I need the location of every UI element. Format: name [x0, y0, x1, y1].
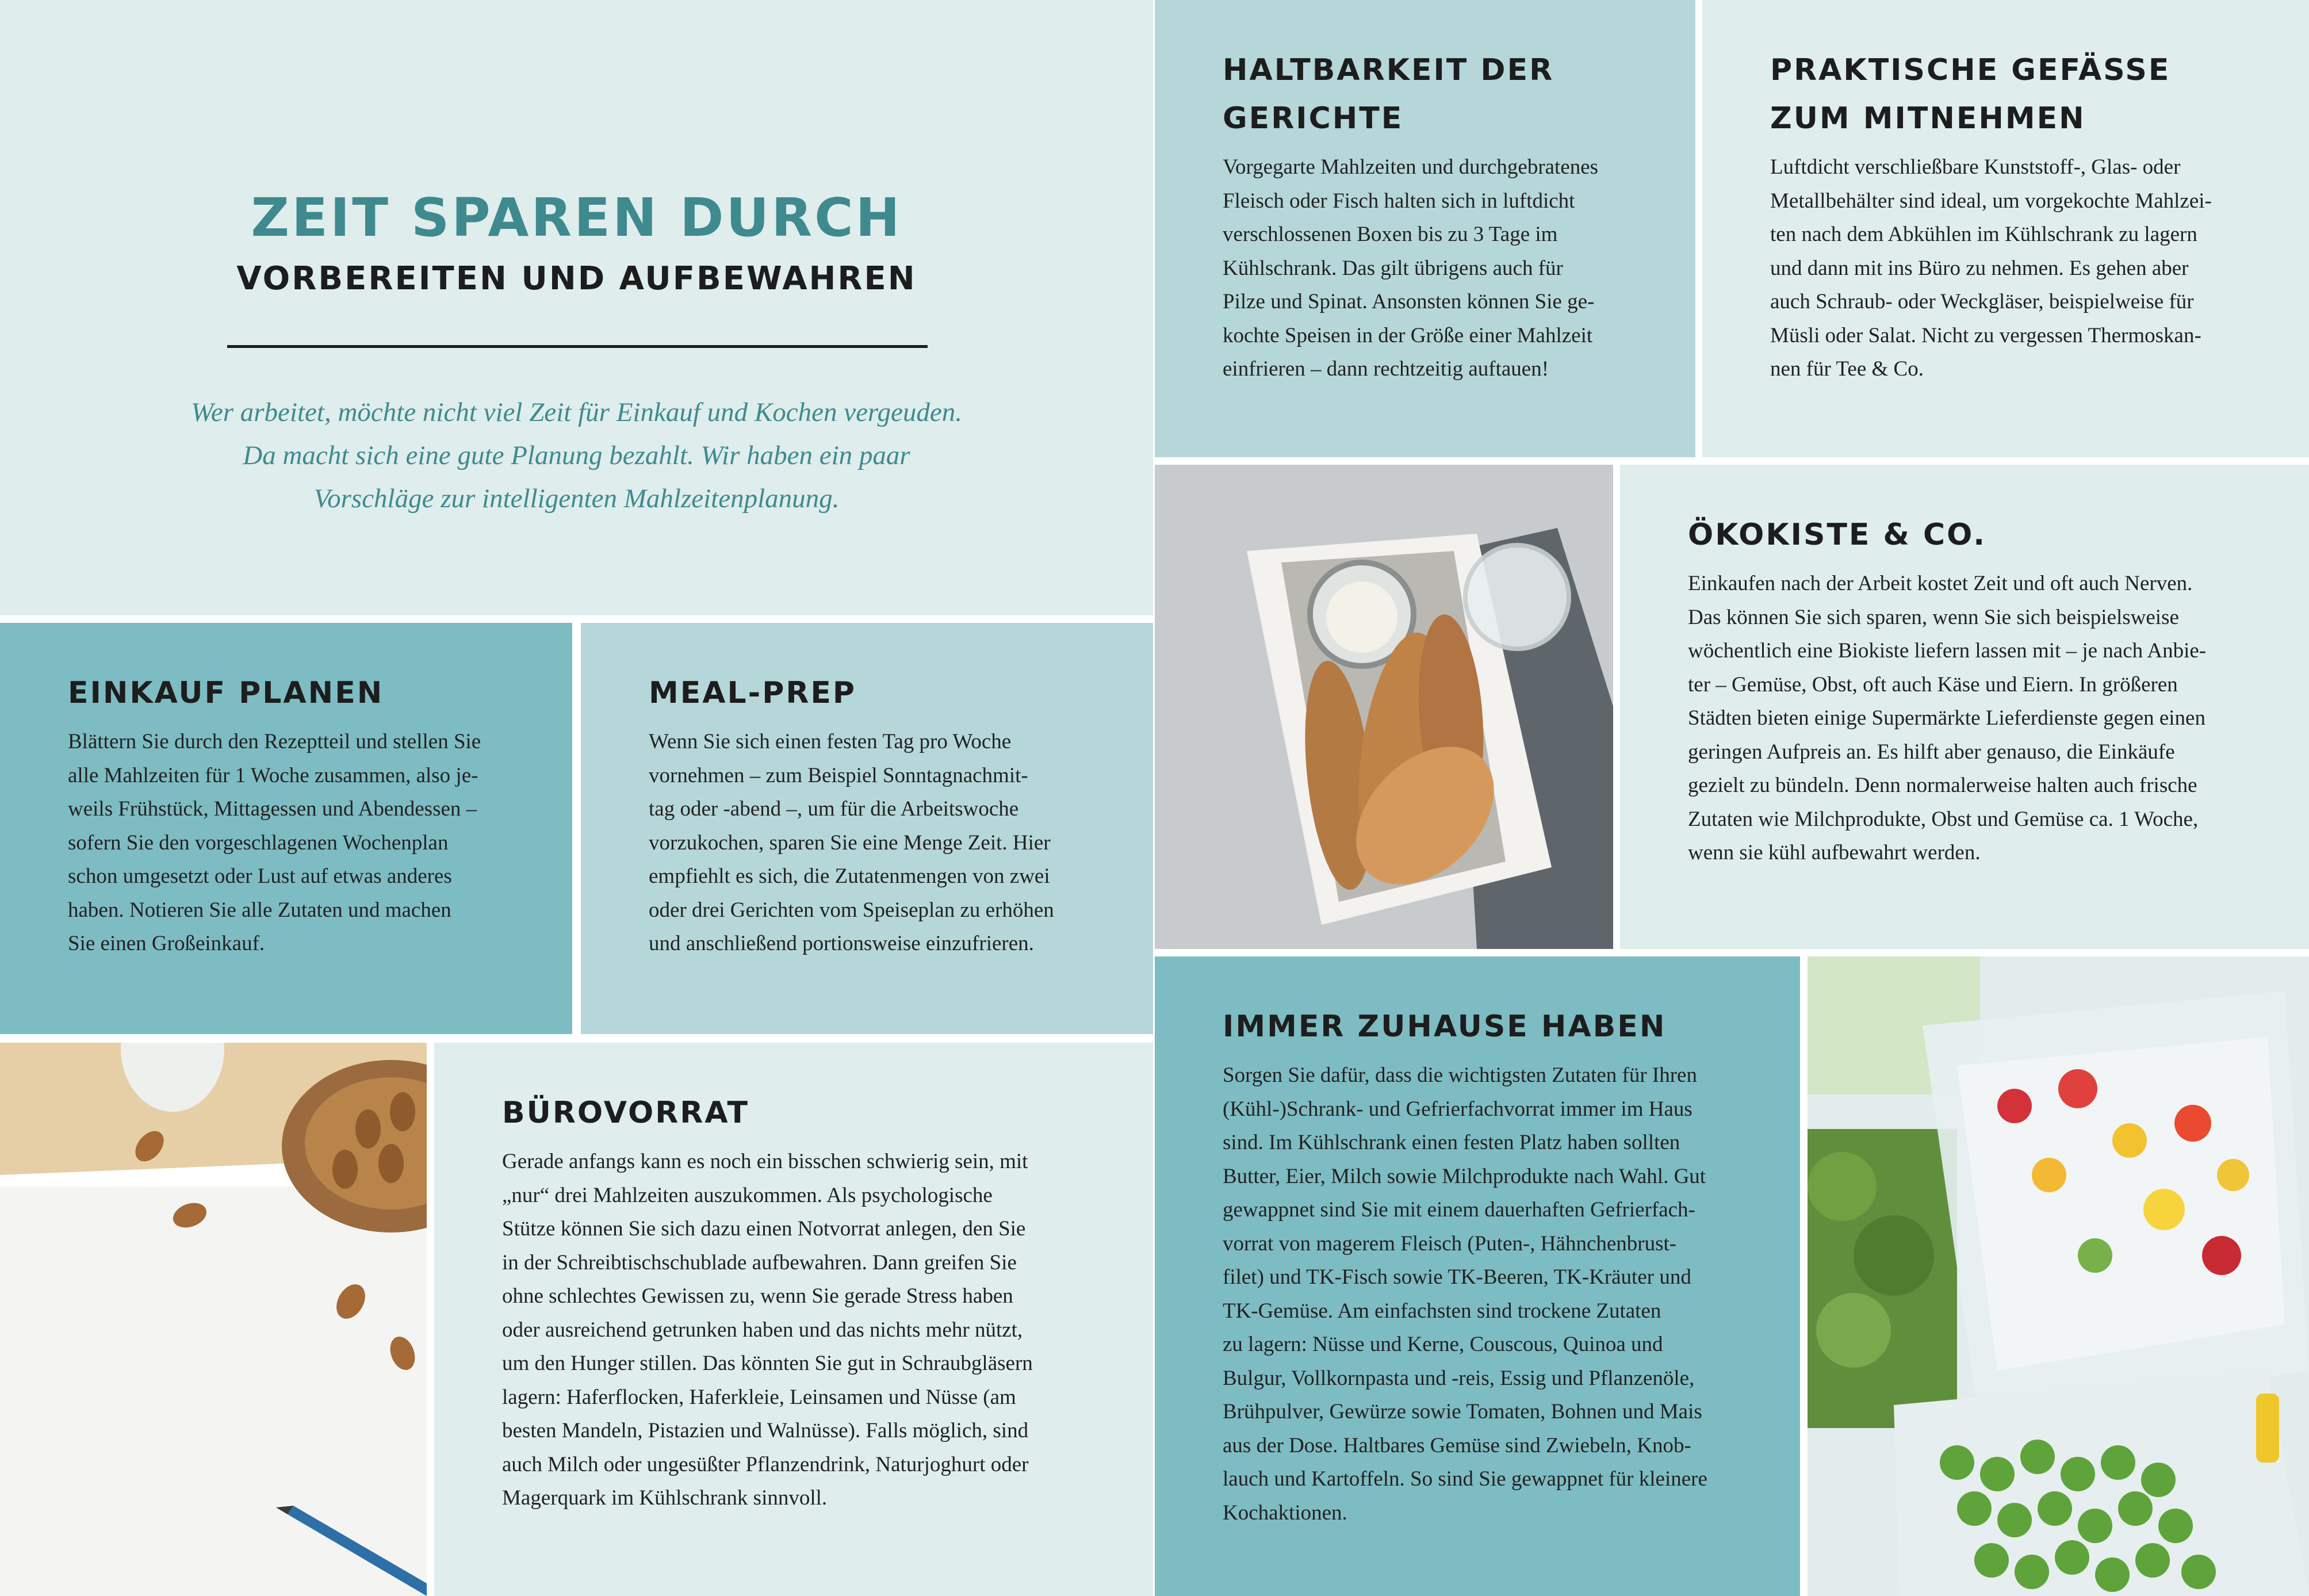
einkauf-body: Blättern Sie durch den Rezeptteil und stellen Sie alle Mahlzeiten für 1 Woche zusammen, also je- weils Frühstück, Mittagessen und Abendessen – sofern Sie den vorgeschlagenen Wochenplan schon umgesetzt oder Lust auf etwas anderes haben. Notieren Sie alle Zutaten und machen Sie einen Großeinkauf.: [68, 730, 481, 955]
haltbarkeit-panel: [1155, 0, 1695, 457]
intro-panel: [0, 0, 1153, 615]
bread-tin-photo: [1155, 465, 1613, 949]
einkauf-heading: EINKAUF PLANEN: [68, 676, 384, 710]
gefaesse-heading: PRAKTISCHE GEFÄSSE ZUM MITNEHMEN: [1770, 53, 2171, 136]
buero-panel: [434, 1043, 1153, 1596]
oekokiste-panel: [1620, 465, 2309, 949]
mealprep-panel: [581, 623, 1153, 1034]
almonds-photo: [0, 1043, 427, 1596]
immer-body: Sorgen Sie dafür, dass die wichtigsten Zutaten für Ihren (Kühl-)Schrank- und Gefrierfachvorrat immer im Haus sind. Im Kühlschrank einen festen Platz haben sollten Butter, Eier, Milch sowie Milchprodukte nach Wahl. Gut gewappnet sind Sie mit einem dauerhaften Gefrierfach- vorrat von magerem Fleisch (Puten-, Hähnchenbrust- filet) und TK-Fisch sowie TK-Beeren, TK-Kräuter und TK-Gemüse. Am einfachsten sind trockene Zutaten zu lagern: Nüsse und Kerne, Couscous, Quinoa und Bulgur, Vollkornpasta und -reis, Essig und Pflanzenöle, Brühpulver, Gewürze sowie Tomaten, Bohnen und Mais aus der Dose. Haltbares Gemüse sind Zwiebeln, Knob- lauch und Kartoffeln. So sind Sie gewappnet für kleinere Kochaktionen.: [1223, 1063, 1707, 1525]
frozen-vegetables-photo: [1808, 956, 2309, 1596]
mealprep-heading: MEAL-PREP: [649, 676, 857, 710]
immer-heading: IMMER ZUHAUSE HABEN: [1223, 1009, 1667, 1044]
haltbarkeit-heading: HALTBARKEIT DER GERICHTE: [1223, 53, 1554, 136]
immer-panel: [1155, 956, 1800, 1596]
einkauf-panel: [0, 623, 572, 1034]
gefaesse-panel: [1702, 0, 2309, 457]
oekokiste-body: Einkaufen nach der Arbeit kostet Zeit und oft auch Nerven. Das können Sie sich sparen, wenn Sie sich beispielsweise wöchentlich eine Biokiste liefern lassen mit – je nach Anbie- ter – Gemüse, Obst, oft auch Käse und Eiern. In größeren Städten bieten einige Supermärkte Lieferdienste gegen einen geringen Aufpreis an. Es hilft aber genauso, die Einkäufe gezielt zu bündeln. Denn normalerweise halten auch frische Zutaten wie Milchprodukte, Obst und Gemüse ca. 1 Woche, wenn sie kühl aufbewahrt werden.: [1688, 572, 2207, 864]
intro-title: ZEIT SPAREN DURCH: [251, 187, 902, 248]
mealprep-body: Wenn Sie sich einen festen Tag pro Woche vornehmen – zum Beispiel Sonntagnachmit- tag oder -abend –, um für die Arbeitswoche vorzukochen, sparen Sie eine Menge Zeit. Hier empfiehlt es sich, die Zutatenmengen von zwei oder drei Gerichten vom Speiseplan zu erhöhen und anschließend portionsweise einzufrieren.: [649, 730, 1054, 955]
intro-subtitle: VORBEREITEN UND AUFBEWAHREN: [236, 260, 917, 297]
gefaesse-body: Luftdicht verschließbare Kunststoff-, Glas- oder Metallbehälter sind ideal, um vorgekochte Mahlzei- ten nach dem Abkühlen im Kühlschrank zu lagern und dann mit ins Büro zu nehmen. Es gehen aber auch Schraub- oder Weckgläser, beispielweise für Müsli oder Salat. Nicht zu vergessen Thermoskan- nen für Tee & Co.: [1770, 155, 2212, 381]
oekokiste-heading: ÖKOKISTE & CO.: [1688, 518, 1986, 552]
intro-divider: [227, 345, 928, 348]
intro-text: Wer arbeitet, möchte nicht viel Zeit für Einkauf und Kochen vergeuden. Da macht sich eine gute Planung bezahlt. Wir haben ein paar Vorschläge zur intelligenten Mahlzeitenplanung.: [191, 397, 962, 514]
buero-body: Gerade anfangs kann es noch ein bisschen schwierig sein, mit „nur“ drei Mahlzeiten auszukommen. Als psychologische Stütze können Sie sich dazu einen Notvorrat anlegen, den Sie in der Schreibtischschublade aufbewahren. Dann greifen Sie ohne schlechtes Gewissen zu, wenn Sie gerade Stress haben oder ausreichend getrunken haben und das nichts mehr nützt, um den Hunger stillen. Das könnten Sie gut in Schraubgläsern lagern: Haferflocken, Haferkleie, Leinsamen und Nüsse (am besten Mandeln, Pistazien und Walnüsse). Falls möglich, sind auch Milch oder ungesüßter Pflanzendrink, Naturjoghurt oder Magerquark im Kühlschrank sinnvoll.: [502, 1150, 1033, 1510]
haltbarkeit-body: Vorgegarte Mahlzeiten und durchgebratenes Fleisch oder Fisch halten sich in luftdicht verschlossenen Boxen bis zu 3 Tage im Kühlschrank. Das gilt übrigens auch für Pilze und Spinat. Ansonsten können Sie ge- kochte Speisen in der Größe einer Mahlzeit einfrieren – dann rechtzeitig auftauen!: [1223, 155, 1599, 381]
buero-heading: BÜROVORRAT: [502, 1096, 750, 1130]
